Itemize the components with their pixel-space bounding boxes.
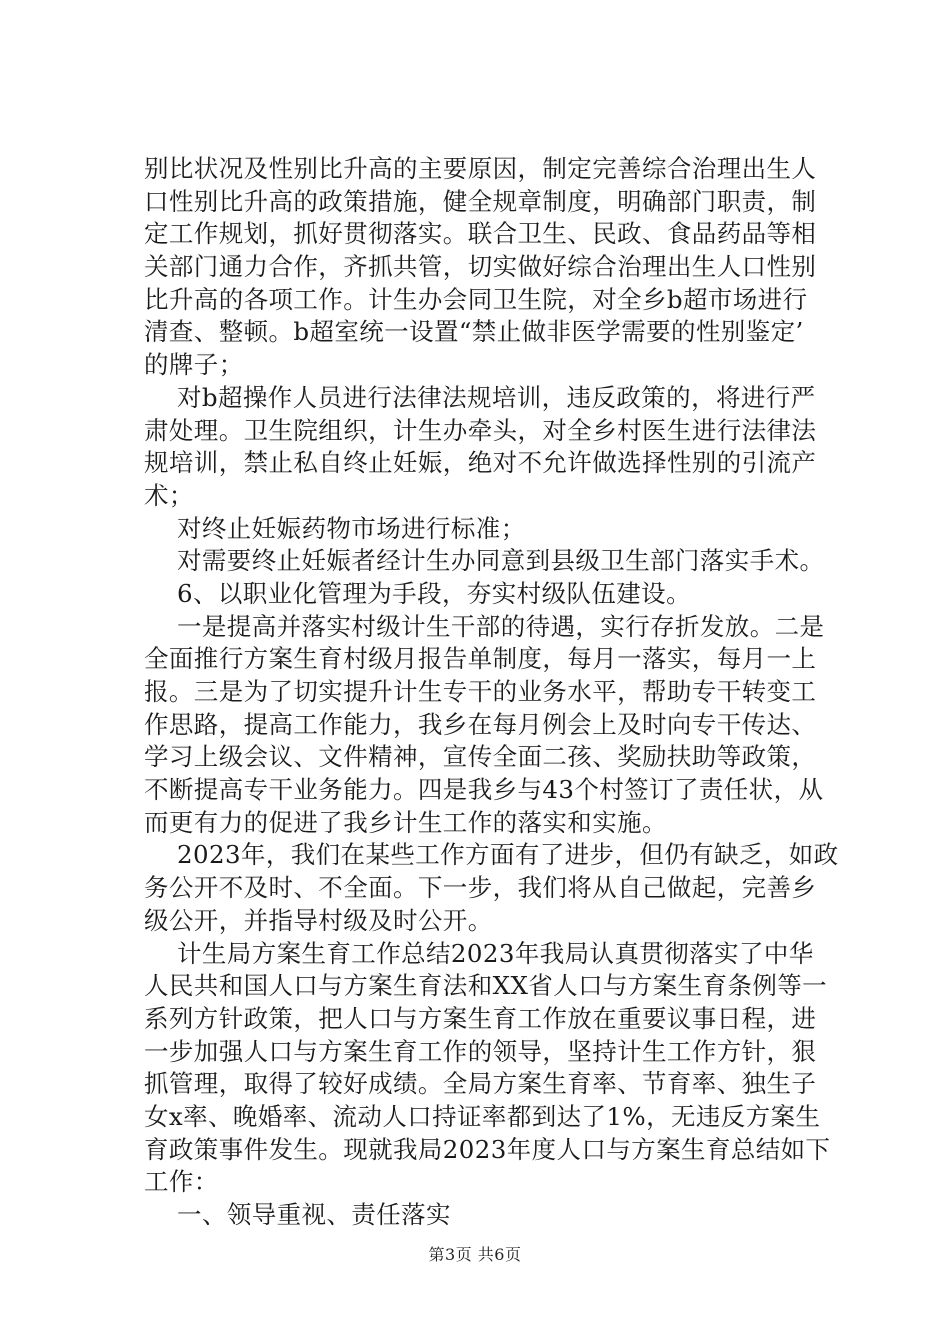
text-line: 人民共和国人口与方案生育法和XX省人口与方案生育条例等一 <box>144 971 828 1001</box>
text-line: 学习上级会议、文件精神，宣传全面二孩、奖励扶助等政策， <box>144 742 817 772</box>
text-line: 术； <box>144 480 194 510</box>
text-line: 口性别比升高的政策措施，健全规章制度，明确部门职责，制 <box>144 186 817 216</box>
text-line: 对需要终止妊娠者经计生办同意到县级卫生部门落实手术。 <box>177 546 825 576</box>
text-line: 规培训，禁止私自终止妊娠，绝对不允许做选择性别的引流产 <box>144 448 817 478</box>
text-line: 2023年，我们在某些工作方面有了进步，但仍有缺乏，如政 <box>177 840 839 870</box>
text-line: 报。三是为了切实提升计生专干的业务水平，帮助专干转变工 <box>144 677 817 706</box>
text-line: 的牌子； <box>144 350 244 380</box>
document-body <box>144 153 839 1232</box>
text-line: 肃处理。卫生院组织，计生办牵头，对全乡村医生进行法律法 <box>144 415 817 445</box>
text-line: 全面推行方案生育村级月报告单制度，每月一落实，每月一上 <box>144 644 817 674</box>
text-line: 6、以职业化管理为手段，夯实村级队伍建设。 <box>177 578 691 608</box>
text-line: 计生局方案生育工作总结2023年我局认真贯彻落实了中华 <box>177 938 814 968</box>
text-line: 比升高的各项工作。计生办会同卫生院，对全乡b超市场进行 <box>144 284 808 314</box>
text-line: 务公开不及时、不全面。下一步，我们将从自己做起，完善乡 <box>144 873 817 903</box>
text-line: 对终止妊娠药物市场进行标准； <box>177 513 526 543</box>
text-line: 级公开，并指导村级及时公开。 <box>144 905 493 935</box>
page-number-footer: 第3页 共6页 <box>428 1245 522 1264</box>
text-line: 清查、整顿。b超室统一设置“禁止做非医学需要的性别鉴定’ <box>144 317 804 347</box>
text-line: 别比状况及性别比升高的主要原因，制定完善综合治理出生人 <box>144 154 817 183</box>
text-line: 系列方针政策，把人口与方案生育工作放在重要议事日程，进 <box>144 1003 817 1033</box>
text-line: 抓管理，取得了较好成绩。全局方案生育率、节育率、独生子 <box>144 1069 817 1099</box>
text-line: 一步加强人口与方案生育工作的领导，坚持计生工作方针，狠 <box>144 1036 817 1066</box>
text-line: 作思路，提高工作能力，我乡在每月例会上及时向专干传达、 <box>144 709 817 739</box>
text-line: 关部门通力合作，齐抓共管，切实做好综合治理出生人口性别 <box>144 252 817 282</box>
text-line: 一是提高并落实村级计生干部的待遇，实行存折发放。二是 <box>177 611 825 641</box>
text-line: 女x率、晚婚率、流动人口持证率都到达了1%，无违反方案生 <box>144 1101 821 1131</box>
text-line: 定工作规划，抓好贯彻落实。联合卫生、民政、食品药品等相 <box>144 219 817 249</box>
text-line: 工作： <box>144 1167 219 1197</box>
text-line: 而更有力的促进了我乡计生工作的落实和实施。 <box>144 807 667 837</box>
text-line: 育政策事件发生。现就我局2023年度人口与方案生育总结如下 <box>144 1134 831 1164</box>
text-line: 一、领导重视、责任落实 <box>177 1200 451 1229</box>
text-line: 对b超操作人员进行法律法规培训，违反政策的，将进行严 <box>177 382 816 412</box>
text-line: 不断提高专干业务能力。四是我乡与43个村签订了责任状，从 <box>144 775 824 805</box>
